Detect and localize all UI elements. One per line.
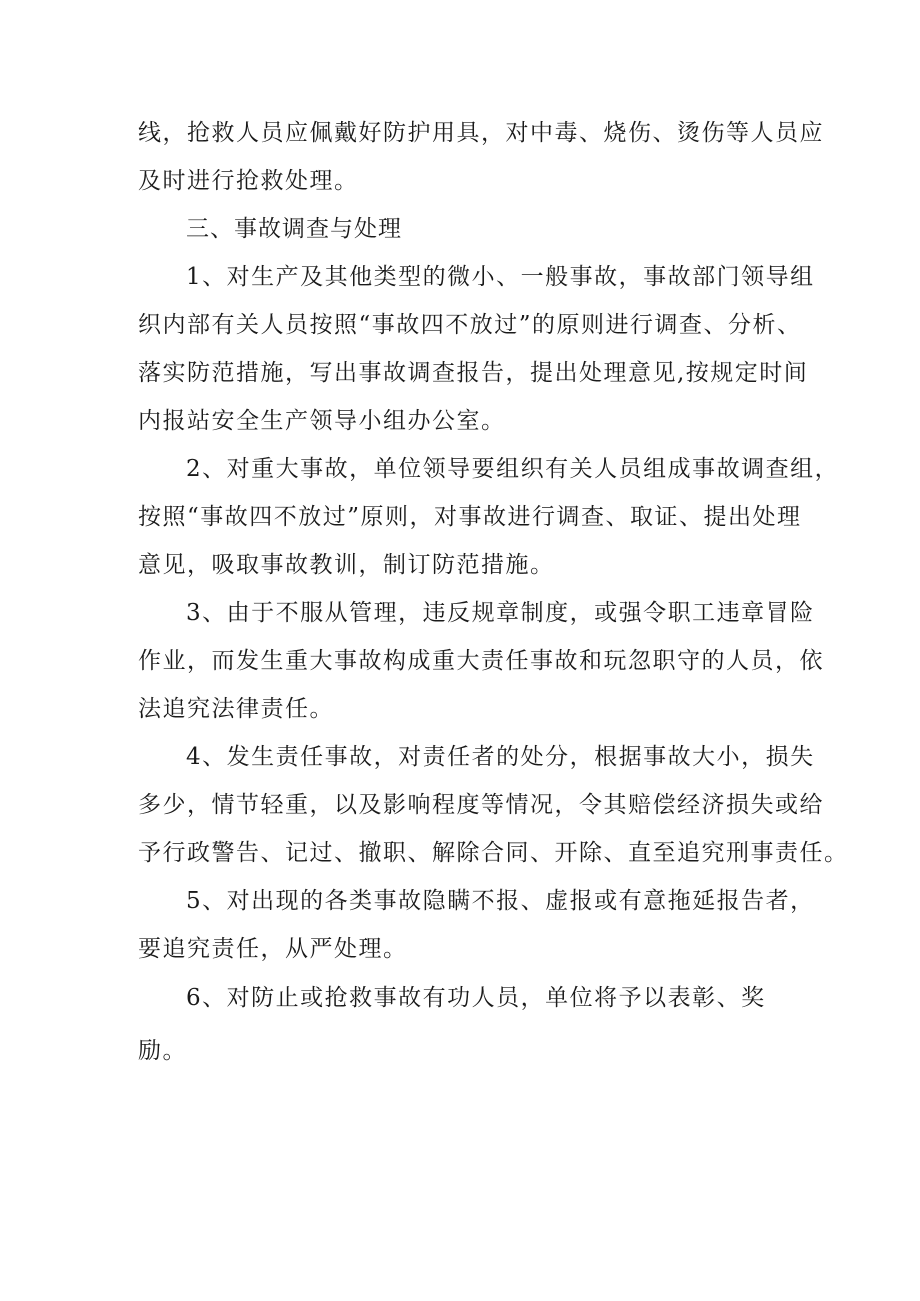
text-line: 4、发生责任事故，对责任者的处分，根据事故大小，损失 <box>186 744 815 770</box>
text-line: 要追究责任，从严处理。 <box>138 936 408 962</box>
text-line: 2、对重大事故，单位领导要组织有关人员组成事故调查组， <box>186 456 840 482</box>
text-line: 3、由于不服从管理，违反规章制度，或强令职工违章冒险 <box>186 600 815 626</box>
text-line: 1、对生产及其他类型的微小、一般事故，事故部门领导组 <box>186 264 815 290</box>
text-line: 6、对防止或抢救事故有功人员，单位将予以表彰、奖 <box>186 985 766 1011</box>
section-heading: 三、事故调查与处理 <box>186 216 402 242</box>
text-line: 落实防范措施，写出事故调查报告，提出处理意见,按规定时间 <box>138 360 809 386</box>
text-line: 予行政警告、记过、撤职、解除合同、开除、直至追究刑事责任。 <box>138 840 849 866</box>
text-line: 按照“事故四不放过”原则，对事故进行调查、取证、提出处理 <box>138 504 802 530</box>
text-line: 线，抢救人员应佩戴好防护用具，对中毒、烧伤、烫伤等人员应 <box>138 120 824 146</box>
text-line: 作业，而发生重大事故构成重大责任事故和玩忽职守的人员，依 <box>138 648 824 674</box>
text-line: 法追究法律责任。 <box>138 696 334 722</box>
text-line: 内报站安全生产领导小组办公室。 <box>138 408 506 434</box>
text-line: 多少，情节轻重，以及影响程度等情况，令其赔偿经济损失或给 <box>138 792 824 818</box>
text-line: 意见，吸取事故教训，制订防范措施。 <box>138 552 555 578</box>
text-line: 励。 <box>138 1038 187 1064</box>
text-line: 及时进行抢救处理。 <box>138 168 359 194</box>
text-line: 5、对出现的各类事故隐瞒不报、虚报或有意拖延报告者， <box>186 888 815 914</box>
text-line: 织内部有关人员按照“事故四不放过”的原则进行调查、分析、 <box>138 312 802 338</box>
